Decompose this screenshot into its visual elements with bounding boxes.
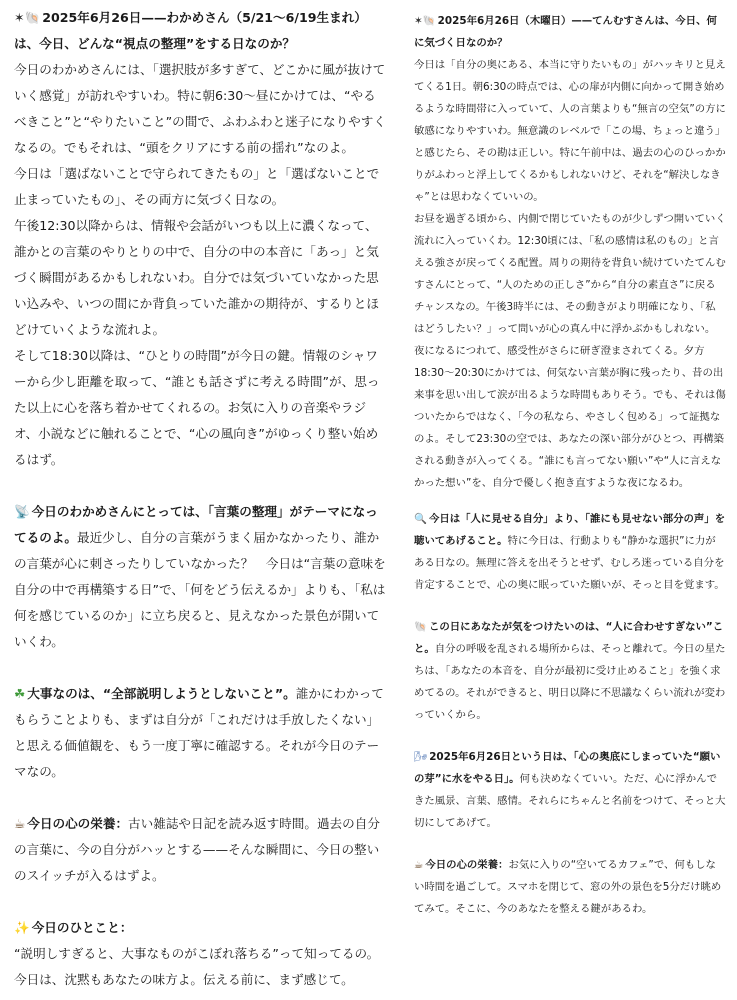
- left-section-words: 📡 今日のわかめさんにとっては、「言葉の整理」がテーマになってるのよ。最近少し、自分の言葉がうまく届かなかったり、誰かの言葉が心に刺さったりしていなかった？ 今日は“言葉の意味を自分の中で再構築する日”で、「何をどう伝えるか」よりも、「私は何を感じているのか」に立ち戻ると、見えなかった景色が開いていくわ。: [14, 499, 386, 655]
- left-paragraph-choices: 今日は「選ばないことで守られてきたもの」と「選ばないことで止まっていたもの」、その両方に気づく日なの。: [14, 166, 380, 207]
- coffee-icon: ☕: [14, 816, 26, 831]
- star-and-shell-icon: ✶🐚: [414, 15, 436, 27]
- coffee-icon: ☕: [414, 859, 424, 871]
- left-column: [14, 5, 386, 993]
- left-section-important: ☘ 大事なのは、“全部説明しようとしないこと”。誰かにわかってもらうことよりも、まずは自分が「これだけは手放したくない」と思える価値観を、もう一度丁寧に確認する。それが今日のテーマなの。: [14, 681, 386, 785]
- right-paragraph-noon: お昼を過ぎる頃から、内側で閉じていたものが少しずつ開いていく流れに入っていくわ。12:30頃には、「私の感情は私のもの」と言える強さが戻ってくる配置。周りの期待を背負い続けていたてんむすさんにとって、“人のための正しさ”から“自分の素直さ”に戻るチャンスなの。午後3時半には、その動きがより明確になり、「私はどうしたい？」って問いが心の真ん中に浮かぶかもしれない。: [414, 213, 726, 335]
- shell-icon: 🐚: [414, 621, 427, 633]
- left-section-oneword-title: ✨ 今日のひとこと：: [14, 915, 386, 941]
- right-intro-title: ✶🐚 2025年6月26日（木曜日）——てんむすさんは、今日、何に気づく日なのか？: [414, 10, 726, 54]
- star-and-shell-icon: ✶🐚: [14, 10, 41, 25]
- left-section-nourishment: ☕ 今日の心の栄養：古い雑誌や日記を読み返す時間。過去の自分の言葉に、今の自分がハッとする——そんな瞬間に、今日の整いのスイッチが入るはずよ。: [14, 811, 386, 889]
- left-paragraph-afternoon: 午後12:30以降からは、情報や会話がいつも以上に濃くなって、誰かとの言葉のやりとりの中で、自分の中の本音に「あっ」と気づく瞬間があるかもしれないわ。自分では気づいていなかった思い込みや、いつの間にか背負っていた誰かの期待が、するりとほどけていくような流れよ。: [14, 218, 379, 337]
- left-paragraph-evening: そして18:30以降は、“ひとりの時間”が今日の鍵。情報のシャワーから少し距離を取って、“誰とも話さずに考える時間”が、思った以上に心を落ち着かせてくれるの。お気に入りの音楽やラジオ、小説などに触れることで、“心の風向き”がゆっくり整い始めるはず。: [14, 348, 380, 467]
- left-intro-title: ✶🐚 2025年6月26日——わかめさん（5/21〜6/19生まれ）は、今日、どんな“視点の整理”をする日なのか？: [14, 5, 386, 57]
- satellite-icon: 📡: [14, 504, 30, 519]
- right-column: [414, 10, 726, 920]
- magnifier-icon: 🔍: [414, 513, 427, 525]
- right-paragraph-morning: 今日は「自分の奥にある、本当に守りたいもの」がハッキリと見えてくる1日。朝6:30の時点では、心の扉が内側に向かって開き始めるような時間帯に入っていて、人の言葉よりも“無言の空気”の方に敏感になりやすいわ。無意識のレベルで「この場、ちょっと違う」と感じたら、その勘は正しい。特に午前中は、過去の心のひっかかりがふわっと浮上してくるかもしれないけど、それを“解決しなきゃ”とは思わなくていいの。: [414, 59, 726, 203]
- sparkles-icon: ✨: [14, 920, 30, 935]
- right-section-caution: 🐚 この日にあなたが気をつけたいのは、“人に合わせすぎない”こと。自分の呼吸を乱される場所からは、そっと離れて。今日の星たちは、「あなたの本音を、自分が最初に受け止めること」を強く求めてるの。それができると、明日以降に不思議なくらい流れが変わっていくから。: [414, 616, 726, 726]
- clover-icon: ☘: [14, 686, 26, 701]
- right-section-nourishment: ☕ 今日の心の栄養：お気に入りの“空いてるカフェ”で、何もしない時間を過ごして。スマホを閉じて、窓の外の景色を5分だけ眺めてみて。そこに、今のあなたを整える鍵があるわ。: [414, 854, 726, 920]
- right-paragraph-night: 夜になるにつれて、感受性がさらに研ぎ澄まされてくる。夕方18:30〜20:30にかけては、何気ない言葉が胸に残ったり、昔の出来事を思い出して涙が出るような時間もありそう。でも、それは傷ついたからではなく、「今の私なら、やさしく包める」って証拠なのよ。そして23:30の空では、あなたの深い部分がひとつ、再構築される動きが入ってくる。“誰にも言ってない願い”や“人に言えなかった想い”を、自分で優しく抱き直すような夜になるわ。: [414, 345, 726, 489]
- left-section-oneword-text: “説明しすぎると、大事なものがこぼれ落ちる”って知ってるの。今日は、沈黙もあなたの味方よ。伝える前に、まず感じて。: [14, 946, 380, 987]
- left-paragraph-morning: 今日のわかめさんには、「選択肢が多すぎて、どこかに風が抜けていく感覚」が訪れやすいわ。特に朝6:30〜昼にかけては、“やるべきこと”と“やりたいこと”の間で、ふわふわと迷子になりやすくなるの。でもそれは、“頭をクリアにする前の揺れ”なのよ。: [14, 62, 386, 155]
- right-section-wish: 🌬 2025年6月26日という日は、「心の奥底にしまっていた“願いの芽”に水をやる日」。何も決めなくていい。ただ、心に浮かんできた風景、言葉、感情。それらにちゃんと名前をつけて、そっと大切にしてあげて。: [414, 746, 726, 834]
- wind-icon: 🌬: [414, 751, 428, 763]
- right-section-listen: 🔍 今日は「人に見せる自分」より、「誰にも見せない部分の声」を聴いてあげること。特に今日は、行動よりも“静かな選択”に力がある日なの。無理に答えを出そうとせず、むしろ迷っている自分を肯定することで、心の奥に眠っていた願いが、そっと目を覚ます。: [414, 508, 726, 596]
